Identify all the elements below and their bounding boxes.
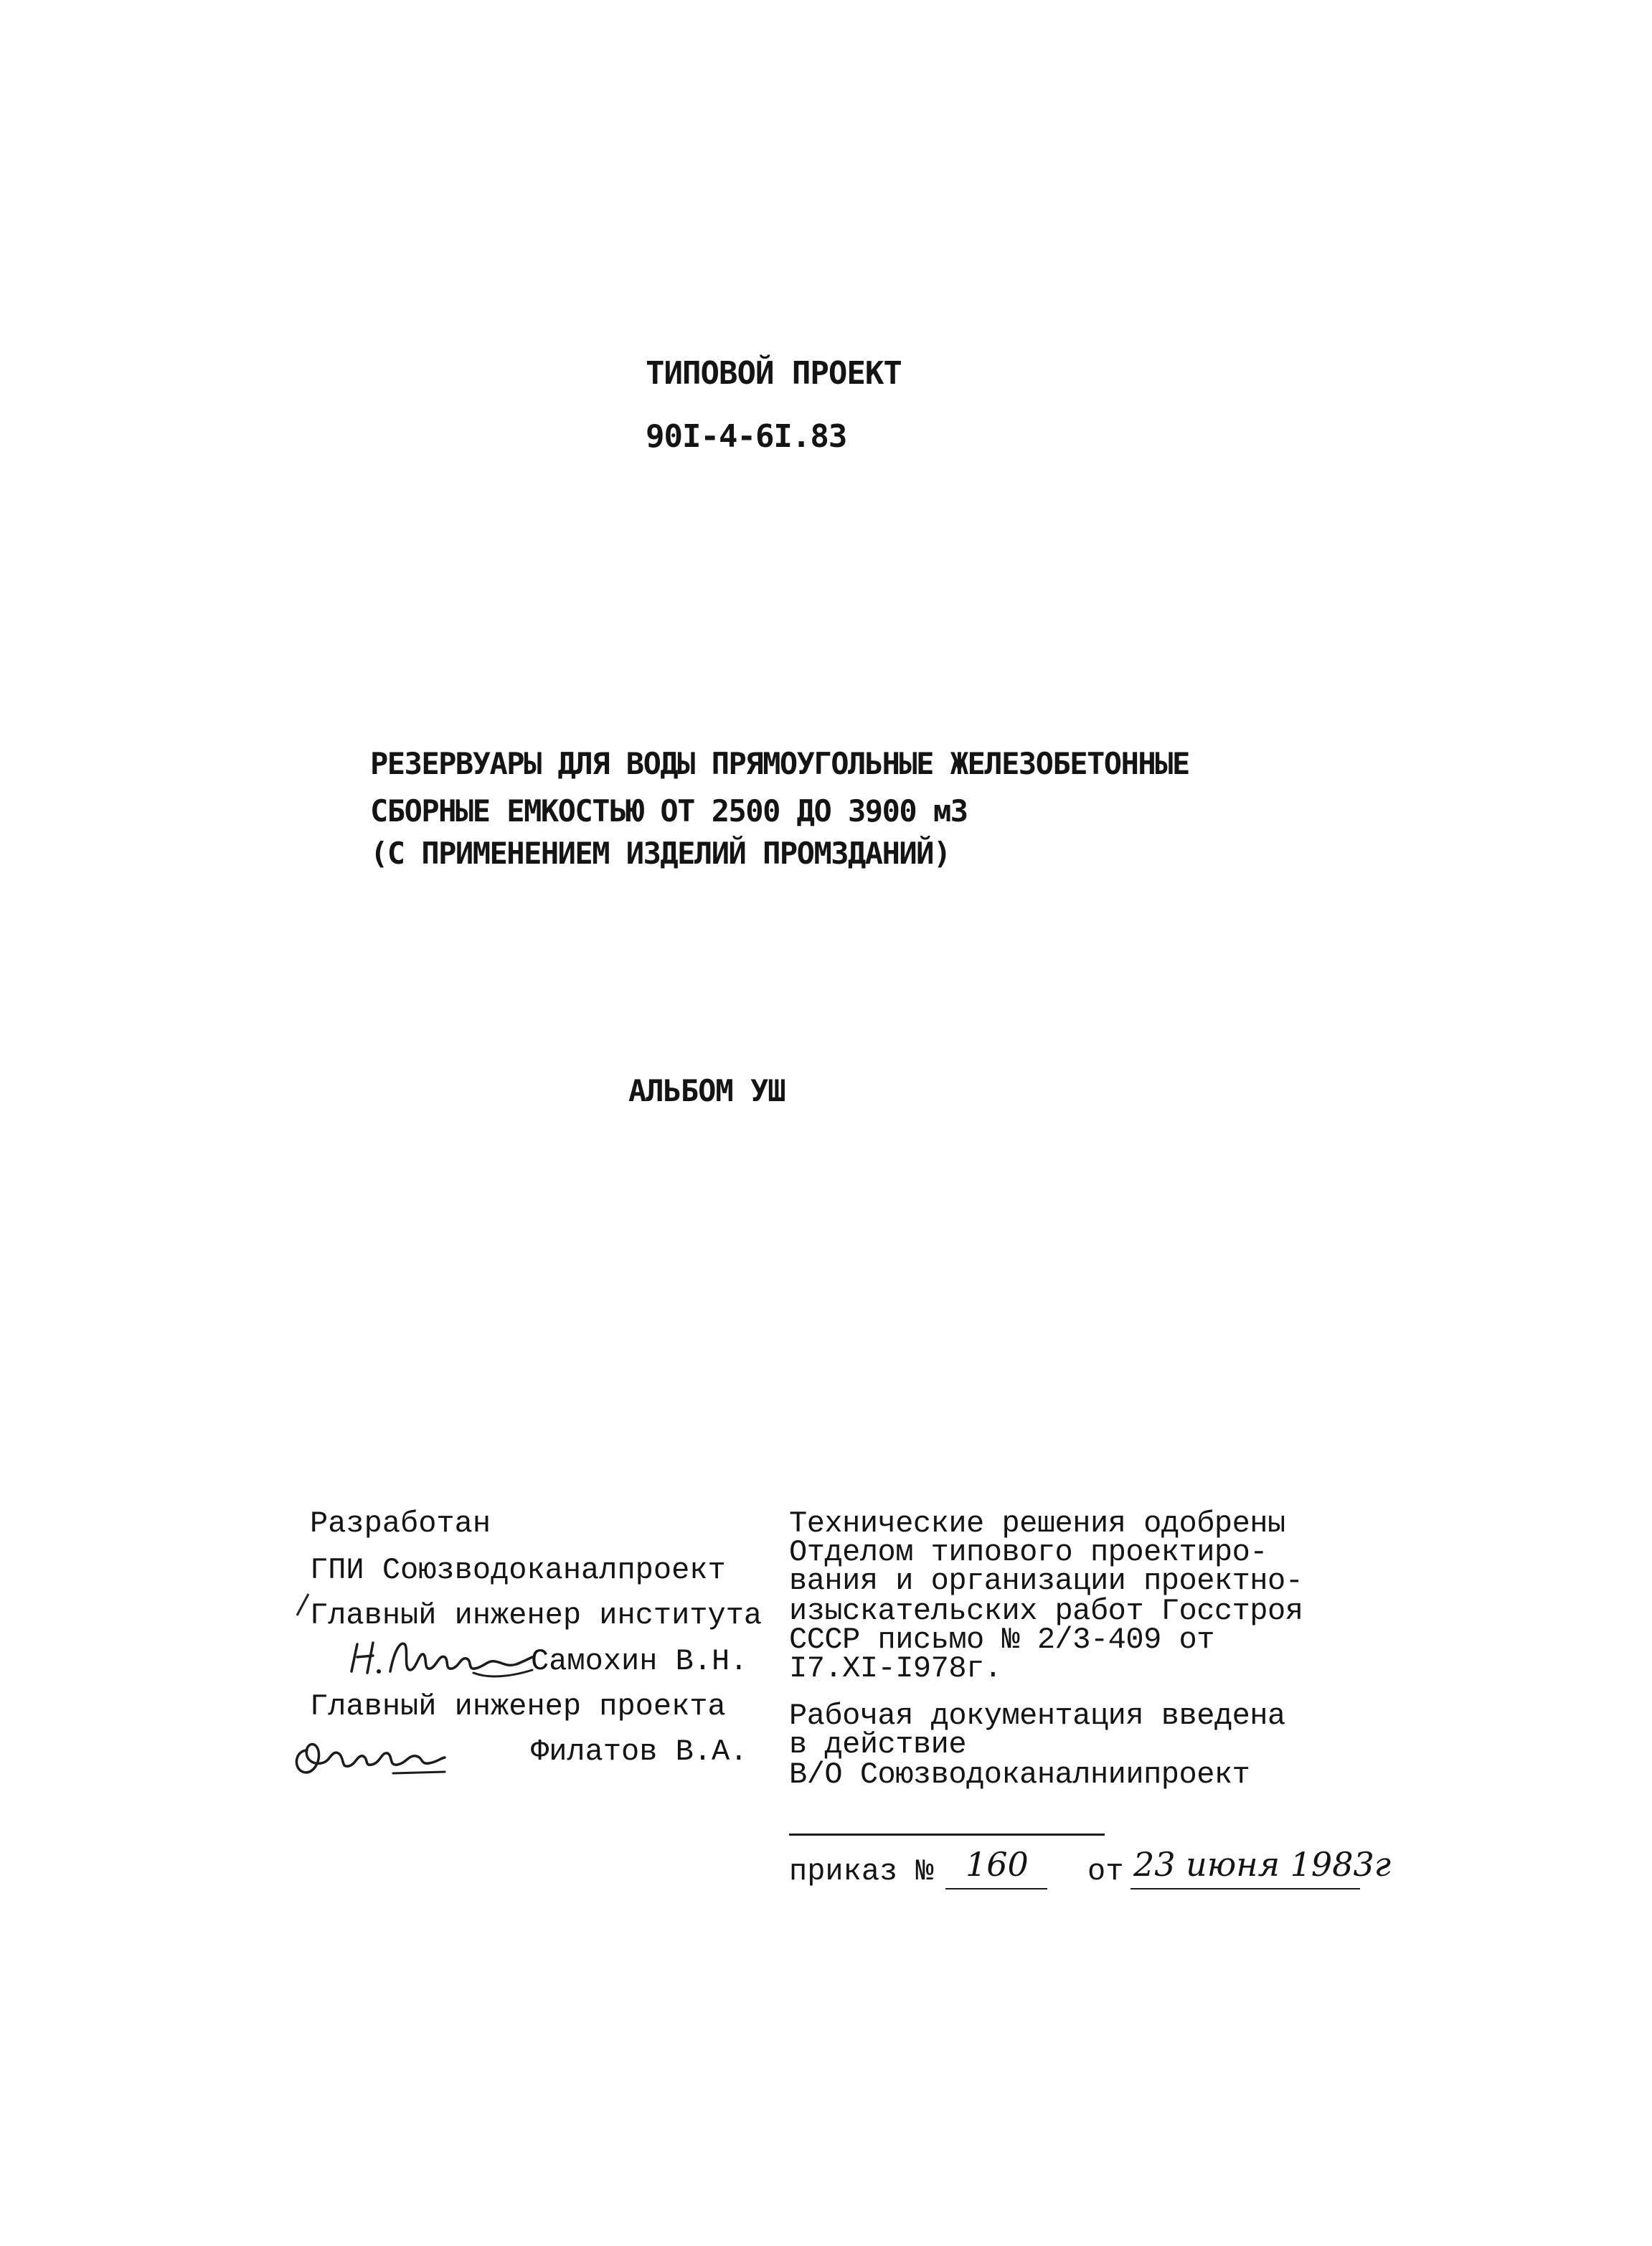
order-number-underline xyxy=(945,1888,1047,1889)
developer-label: Разработан xyxy=(310,1506,491,1541)
signature-samokhin xyxy=(344,1628,538,1686)
approval-line-6: I7.XI-I978г. xyxy=(789,1651,1002,1686)
title-line-2: СБОРНЫЕ ЕМКОСТЬЮ ОТ 2500 ДО 3900 м3 xyxy=(370,793,968,829)
margin-tick-mark xyxy=(291,1591,313,1620)
project-type: ТИПОВОЙ ПРОЕКТ xyxy=(646,355,902,392)
separator-rule xyxy=(789,1834,1105,1836)
chief-engineer-project-name: Филатов В.А. xyxy=(531,1735,748,1769)
album-label: АЛЬБОМ УШ xyxy=(628,1073,785,1108)
chief-engineer-institute-name: Самохин В.Н. xyxy=(531,1644,748,1679)
chief-engineer-institute-label: Главный инженер института xyxy=(310,1598,763,1633)
order-number: 160 xyxy=(966,1845,1029,1884)
approval-line-9: В/О Союзводоканалниипроект xyxy=(789,1757,1250,1792)
developer-org: ГПИ Союзводоканалпроект xyxy=(310,1553,726,1587)
approval-line-8: в действие xyxy=(789,1727,967,1762)
order-date-underline xyxy=(1131,1888,1360,1889)
approval-line-1: Технические решения одобрены xyxy=(789,1506,1285,1541)
title-line-3: (С ПРИМЕНЕНИЕМ ИЗДЕЛИЙ ПРОМЗДАНИЙ) xyxy=(370,836,950,871)
approval-line-5: СССР письмо № 2/3-409 от xyxy=(789,1623,1214,1657)
order-date-label: от xyxy=(1087,1854,1124,1889)
project-number: 90I-4-6I.83 xyxy=(646,418,847,455)
chief-engineer-project-label: Главный инженер проекта xyxy=(310,1689,726,1724)
approval-line-7: Рабочая документация введена xyxy=(789,1699,1285,1733)
approval-line-3: вания и организации проектно- xyxy=(789,1564,1303,1598)
order-date: 23 июня 1983г xyxy=(1133,1845,1391,1884)
signature-filatov xyxy=(285,1722,458,1786)
title-line-1: РЕЗЕРВУАРЫ ДЛЯ ВОДЫ ПРЯМОУГОЛЬНЫЕ ЖЕЛЕЗОБЕТОННЫЕ xyxy=(370,746,1189,781)
order-label: приказ № xyxy=(789,1854,934,1889)
approval-line-4: изыскательских работ Госстроя xyxy=(789,1594,1303,1628)
approval-line-2: Отделом типового проектиро- xyxy=(789,1535,1268,1570)
